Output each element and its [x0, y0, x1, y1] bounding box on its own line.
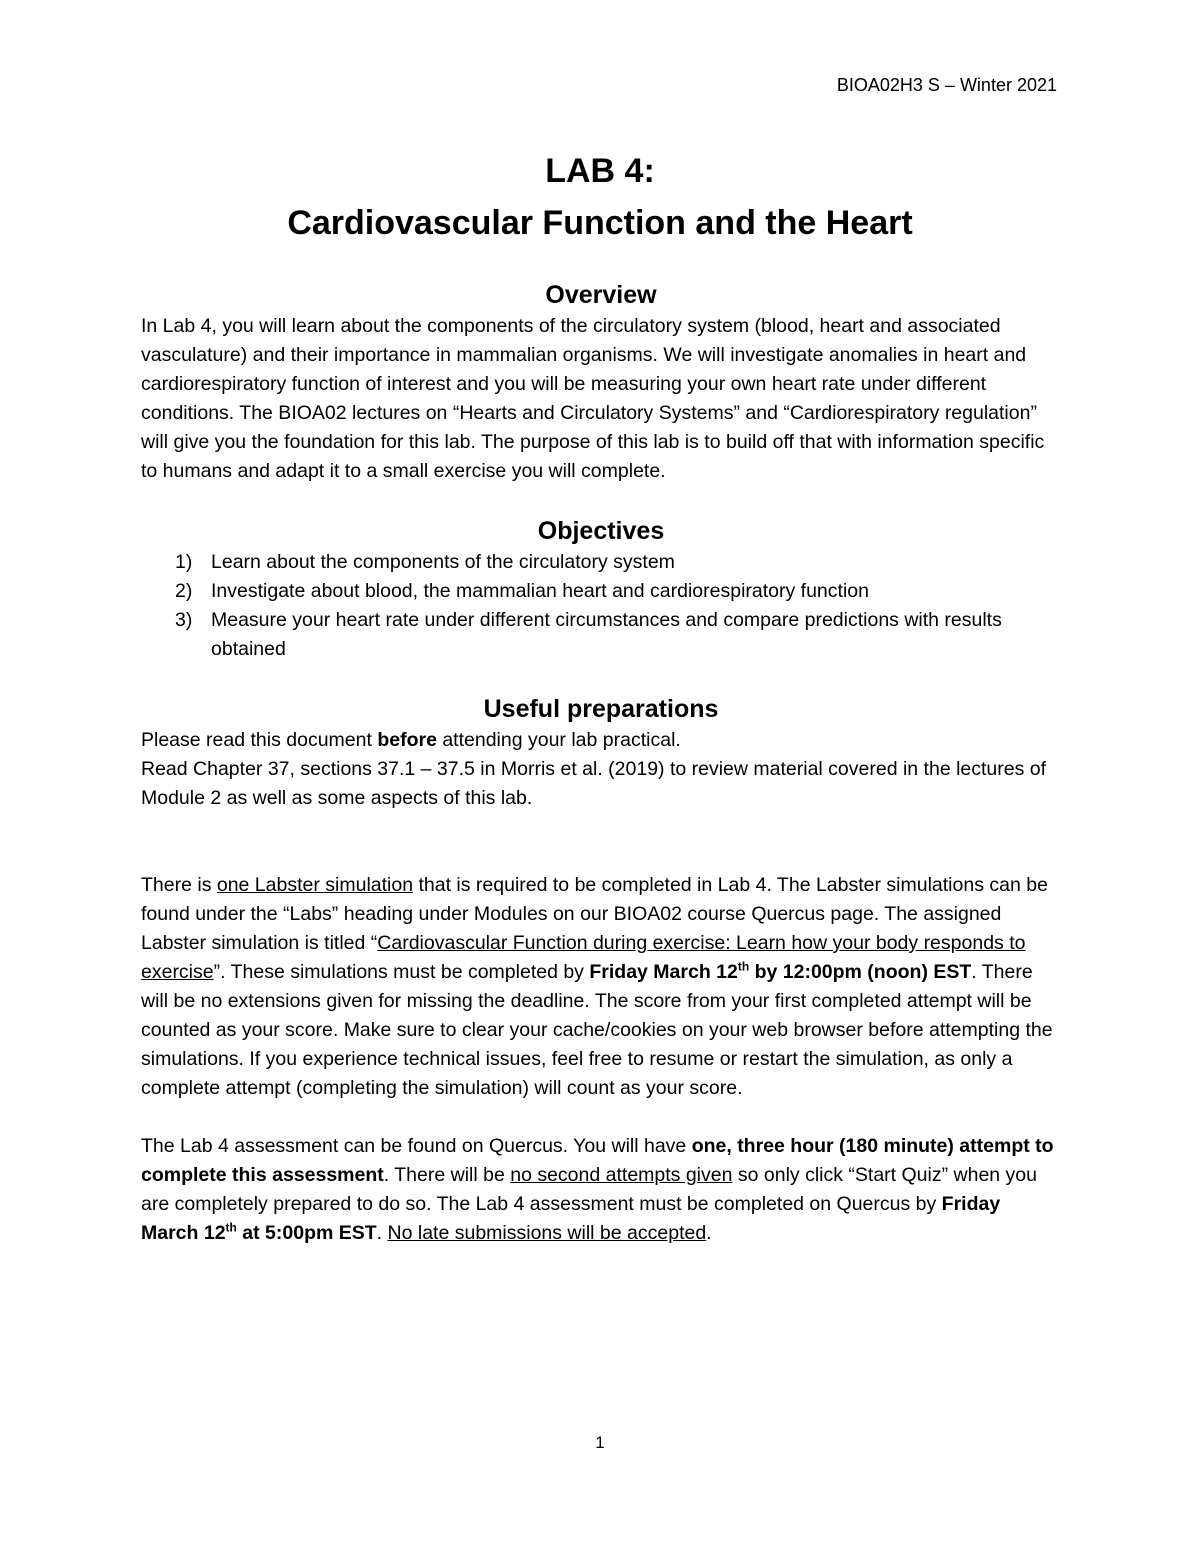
assessment-paragraph — [141, 1132, 1061, 1248]
objectives-list — [141, 548, 1061, 664]
labster-text: There is — [141, 874, 217, 896]
course-header: BIOA02H3 S – Winter 2021 — [836, 75, 1057, 95]
objective-item — [141, 606, 1061, 664]
preparations-text: Please read this document — [141, 729, 378, 751]
assessment-text: . There will be — [383, 1164, 511, 1186]
deadline-time: at 5:00pm EST — [236, 1222, 377, 1244]
objective-item — [141, 548, 1061, 577]
document-body — [141, 278, 1061, 1248]
assessment-text: . — [376, 1222, 388, 1244]
objective-text: Measure your heart rate under different circumstances and compare predictions with results obtained — [211, 609, 1002, 660]
ordinal-suffix: th — [225, 1220, 237, 1235]
objectives-heading: Objectives — [537, 517, 665, 545]
objective-text: Learn about the components of the circulatory system — [211, 551, 675, 573]
labster-paragraph — [141, 871, 1061, 1103]
lab-title: LAB 4: — [545, 152, 655, 190]
preparations-line1 — [141, 726, 1061, 755]
assessment-text: The Lab 4 assessment can be found on Quercus. You will have — [141, 1135, 692, 1157]
objective-number: 1) — [175, 551, 193, 573]
simulation-title: Cardiovascular Function during exercise: Learn how your body responds to exercise — [141, 932, 1026, 983]
deadline-date: Friday March 12 — [141, 1193, 1001, 1244]
objective-number: 2) — [175, 580, 193, 602]
labster-underlined-text: one Labster simulation — [216, 874, 414, 896]
assessment-text: so only click “Start Quiz” when you are completely prepared to do so. The Lab 4 assessment must be completed on Quercus by — [141, 1164, 1037, 1215]
preparations-text: attending your lab practical. — [436, 729, 681, 751]
late-policy-text: No late submissions will be accepted — [387, 1222, 707, 1244]
ordinal-suffix: th — [737, 959, 750, 974]
preparations-line2: Read Chapter 37, sections 37.1 – 37.5 in Morris et al. (2019) to review material covered in the lectures of Module 2 as well as some aspects of this lab. — [141, 758, 1047, 809]
overview-heading: Overview — [545, 281, 657, 309]
overview-paragraph: In Lab 4, you will learn about the components of the circulatory system (blood, heart and associated vasculature) and their importance in mammalian organisms. We will investigate anomalies in heart and cardiorespiratory function of interest and you will be measuring your own heart rate under different conditions. The BIOA02 lectures on “Hearts and Circulatory Systems” and “Cardiorespiratory regulation” will give you the foundation for this lab. The purpose of this lab is to build off that with information specific to humans and adapt it to a small exercise you will complete. — [141, 315, 1045, 482]
objective-text: Investigate about blood, the mammalian heart and cardiorespiratory function — [211, 580, 869, 602]
lab-subtitle: Cardiovascular Function and the Heart — [287, 204, 913, 242]
deadline-bold — [589, 961, 971, 983]
deadline-time: by 12:00pm (noon) EST — [749, 961, 972, 983]
objective-number: 3) — [175, 609, 193, 631]
title-block — [0, 145, 1200, 249]
page-number: 1 — [595, 1433, 605, 1452]
assessment-text: . — [706, 1222, 712, 1244]
labster-text: ”. These simulations must be completed by — [213, 961, 590, 983]
assessment-underlined-text: no second attempts given — [510, 1164, 733, 1186]
preparations-emphasis: before — [377, 729, 437, 751]
labster-text: that is required to be completed in Lab 4. The Labster simulations can be found under the “Labs” heading under Modules on our BIOA02 course Quercus page. The assigned Labster simulation is titled “ — [141, 874, 1048, 954]
assessment-bold-text: one, three hour (180 minute) attempt to complete this assessment — [141, 1135, 1054, 1186]
preparations-heading: Useful preparations — [483, 695, 719, 723]
deadline-date: Friday March 12 — [589, 961, 738, 983]
objective-item — [141, 577, 1061, 606]
labster-text: . There will be no extensions given for missing the deadline. The score from your first completed attempt will be counted as your score. Make sure to clear your cache/cookies on your web browser before attempting the simulations. If you experience technical issues, feel free to resume or restart the simulation, as only a complete attempt (completing the simulation) will count as your score. — [141, 961, 1053, 1099]
